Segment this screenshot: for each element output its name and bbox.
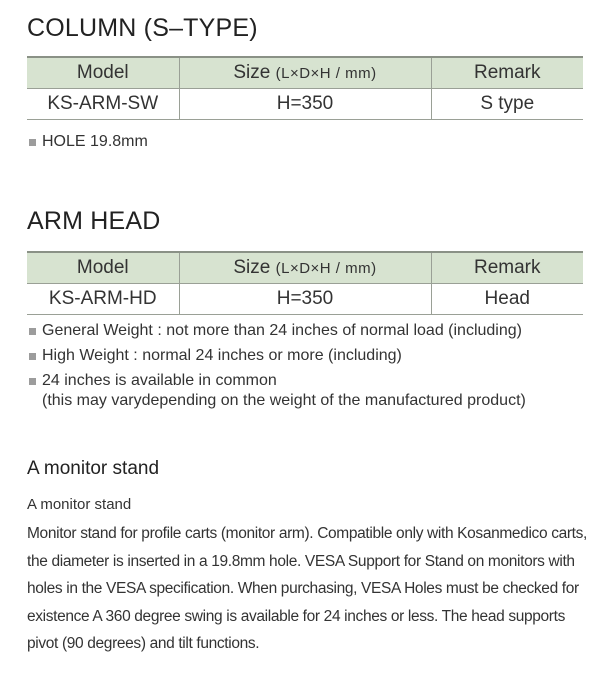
header-model: Model bbox=[27, 57, 179, 89]
header-size bbox=[179, 252, 431, 284]
description-body: Monitor stand for profile carts (monitor arm). Compatible only with Kosanmedico carts, the diameter is inserted in a 19.8mm hole. VESA Support for Stand on monitors with holes in the VESA specification. When purchasing, VESA Holes must be checked for existence A 360 degree swing is available for 24 inches or less. The head supports pivot (90 degrees) and tilt functions. bbox=[27, 525, 587, 652]
arm-head-section-title: ARM HEAD bbox=[27, 207, 161, 235]
table-row bbox=[27, 284, 583, 315]
column-section-title: COLUMN (S–TYPE) bbox=[27, 14, 258, 42]
table-header-row bbox=[27, 252, 583, 284]
description-subtitle: A monitor stand bbox=[27, 496, 132, 513]
note-text-continued: (this may varydepending on the weight of the manufactured product) bbox=[42, 392, 526, 409]
list-item bbox=[29, 132, 148, 152]
cell-remark: Head bbox=[431, 284, 583, 315]
header-size-unit: (L×D×H / mm) bbox=[275, 260, 377, 277]
cell-size: H=350 bbox=[179, 89, 431, 120]
note-text: General Weight : not more than 24 inches of normal load (including) bbox=[42, 322, 522, 339]
list-item bbox=[29, 346, 526, 366]
cell-model: KS-ARM-HD bbox=[27, 284, 179, 315]
header-size bbox=[179, 57, 431, 89]
arm-head-notes bbox=[29, 321, 526, 416]
cell-size: H=350 bbox=[179, 284, 431, 315]
column-notes bbox=[29, 132, 148, 157]
header-remark: Remark bbox=[431, 252, 583, 284]
arm-head-spec-table bbox=[27, 251, 583, 315]
cell-model: KS-ARM-SW bbox=[27, 89, 179, 120]
square-bullet-icon bbox=[29, 353, 36, 360]
header-size-label: Size bbox=[233, 62, 271, 83]
header-remark: Remark bbox=[431, 57, 583, 89]
table-header-row bbox=[27, 57, 583, 89]
square-bullet-icon bbox=[29, 139, 36, 146]
square-bullet-icon bbox=[29, 328, 36, 335]
description-title: A monitor stand bbox=[27, 458, 160, 479]
list-item bbox=[29, 371, 526, 411]
list-item bbox=[29, 321, 526, 341]
note-text: 24 inches is available in common bbox=[42, 372, 277, 389]
cell-remark: S type bbox=[431, 89, 583, 120]
table-row bbox=[27, 89, 583, 120]
header-size-unit: (L×D×H / mm) bbox=[275, 65, 377, 82]
column-spec-table bbox=[27, 56, 583, 120]
square-bullet-icon bbox=[29, 378, 36, 385]
note-text: HOLE 19.8mm bbox=[42, 133, 148, 150]
header-size-label: Size bbox=[233, 257, 271, 278]
header-model: Model bbox=[27, 252, 179, 284]
note-text: High Weight : normal 24 inches or more (including) bbox=[42, 347, 402, 364]
